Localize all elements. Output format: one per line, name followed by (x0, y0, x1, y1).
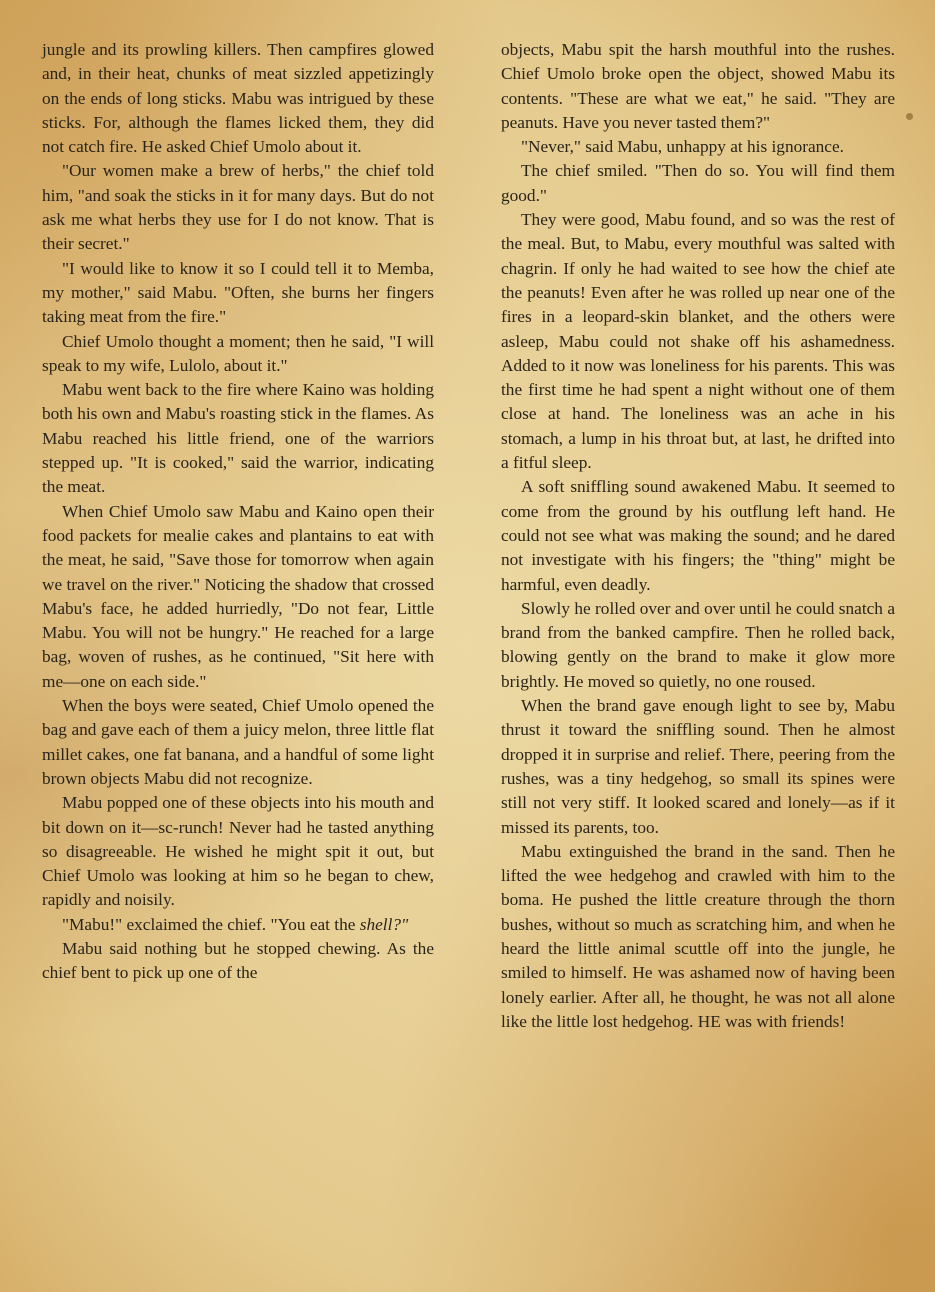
left-paragraph-2: "Our women make a brew of herbs," the chief told him, "and soak the sticks in it for many days. But do not ask me what herbs they use for I do not know. That is their secret." (42, 161, 434, 254)
left-paragraph-7: When the boys were seated, Chief Umolo opened the bag and gave each of them a juicy melon, three little flat millet cakes, one fat banana, and a handful of some light brown objects Mabu did not recognize. (42, 696, 434, 788)
paper-stain-mark (906, 113, 913, 120)
left-paragraph-3: "I would like to know it so I could tell it to Memba, my mother," said Mabu. "Often, she burns her fingers taking meat from the fire." (42, 258, 434, 327)
right-paragraph-5: A soft sniffling sound awakened Mabu. It seemed to come from the ground by his outflung left hand. He could not see what was making the sound; and he dared not investigate with his fingers; the "thing" might be harmful, even deadly. (501, 477, 895, 594)
left-paragraph-8: Mabu popped one of these objects into his mouth and bit down on it—sc-runch! Never had he tasted anything so disagreeable. He wished he might spit it out, but Chief Umolo was looking at him so he began to chew, rapidly and noisily. (42, 793, 434, 910)
left-paragraph-5: Mabu went back to the fire where Kaino was holding both his own and Mabu's roasting stick in the flames. As Mabu reached his little friend, one of the warriors stepped up. "It is cooked," said the warrior, indicating the meat. (42, 380, 434, 497)
right-paragraph-3: The chief smiled. "Then do so. You will find them good." (501, 161, 895, 205)
right-paragraph-8: Mabu extinguished the brand in the sand. Then he lifted the wee hedgehog and crawled with him to the boma. He pushed the little creature through the thorn bushes, without so much as scratching him, and when he heard the little animal scuttle off into the jungle, he smiled to himself. He was ashamed now of having been lonely earlier. After all, he thought, he was not all alone like the little lost hedgehog. HE was with friends! (501, 841, 895, 1031)
right-paragraph-2: "Never," said Mabu, unhappy at his ignorance. (521, 137, 844, 157)
right-column (501, 38, 895, 1034)
left-paragraph-1: jungle and its prowling killers. Then campfires glowed and, in their heat, chunks of meat sizzled appetizingly on the ends of long sticks. Mabu was intrigued by these sticks. For, although the flames licked them, they did not catch fire. He asked Chief Umolo about it. (42, 40, 434, 157)
right-paragraph-4: They were good, Mabu found, and so was the rest of the meal. But, to Mabu, every mouthful was salted with chagrin. If only he had waited to see how the chief ate the peanuts! Even after he was rolled up near one of the fires in a leopard-skin blanket, and the others were asleep, Mabu could not shake off his ashamedness. Added to it now was loneliness for his parents. This was the first time he had spent a night without one of them close at hand. The loneliness was an ache in his stomach, a lump in his throat but, at last, he drifted into a fitful sleep. (501, 210, 895, 473)
right-paragraph-7: When the brand gave enough light to see by, Mabu thrust it toward the sniffling sound. Then he almost dropped it in surprise and relief. There, peering from the rushes, was a tiny hedgehog, so small its spines were still not very stiff. It looked scared and lonely—as if it missed its parents, too. (501, 696, 895, 837)
right-paragraph-1: objects, Mabu spit the harsh mouthful into the rushes. Chief Umolo broke open the object, showed Mabu its contents. "These are what we eat," he said. "They are peanuts. Have you never tasted them?" (501, 40, 895, 132)
right-paragraph-6: Slowly he rolled over and over until he could snatch a brand from the banked campfire. Then he rolled back, blowing gently on the brand to make it glow more brightly. He moved so quietly, no one roused. (501, 598, 895, 691)
left-paragraph-6: When Chief Umolo saw Mabu and Kaino open their food packets for mealie cakes and plantains to eat with the meat, he said, "Save those for tomorrow when again we travel on the river." Noticing the shadow that crossed Mabu's face, he added hurriedly, "Do not fear, Little Mabu. You will not be hungry." He reached for a large bag, woven of rushes, as he continued, "Sit here with me—one on each side." (42, 501, 434, 691)
left-paragraph-10: Mabu said nothing but he stopped chewing. As the chief bent to pick up one of the (42, 938, 434, 983)
left-paragraph-4: Chief Umolo thought a moment; then he said, "I will speak to my wife, Lulolo, about it." (42, 331, 434, 375)
left-paragraph-9-emphasis: shell?" (359, 914, 409, 934)
left-paragraph-9-text: "Mabu!" exclaimed the chief. "You eat the (62, 914, 360, 934)
left-paragraph-9 (42, 913, 434, 937)
left-column (42, 38, 434, 986)
